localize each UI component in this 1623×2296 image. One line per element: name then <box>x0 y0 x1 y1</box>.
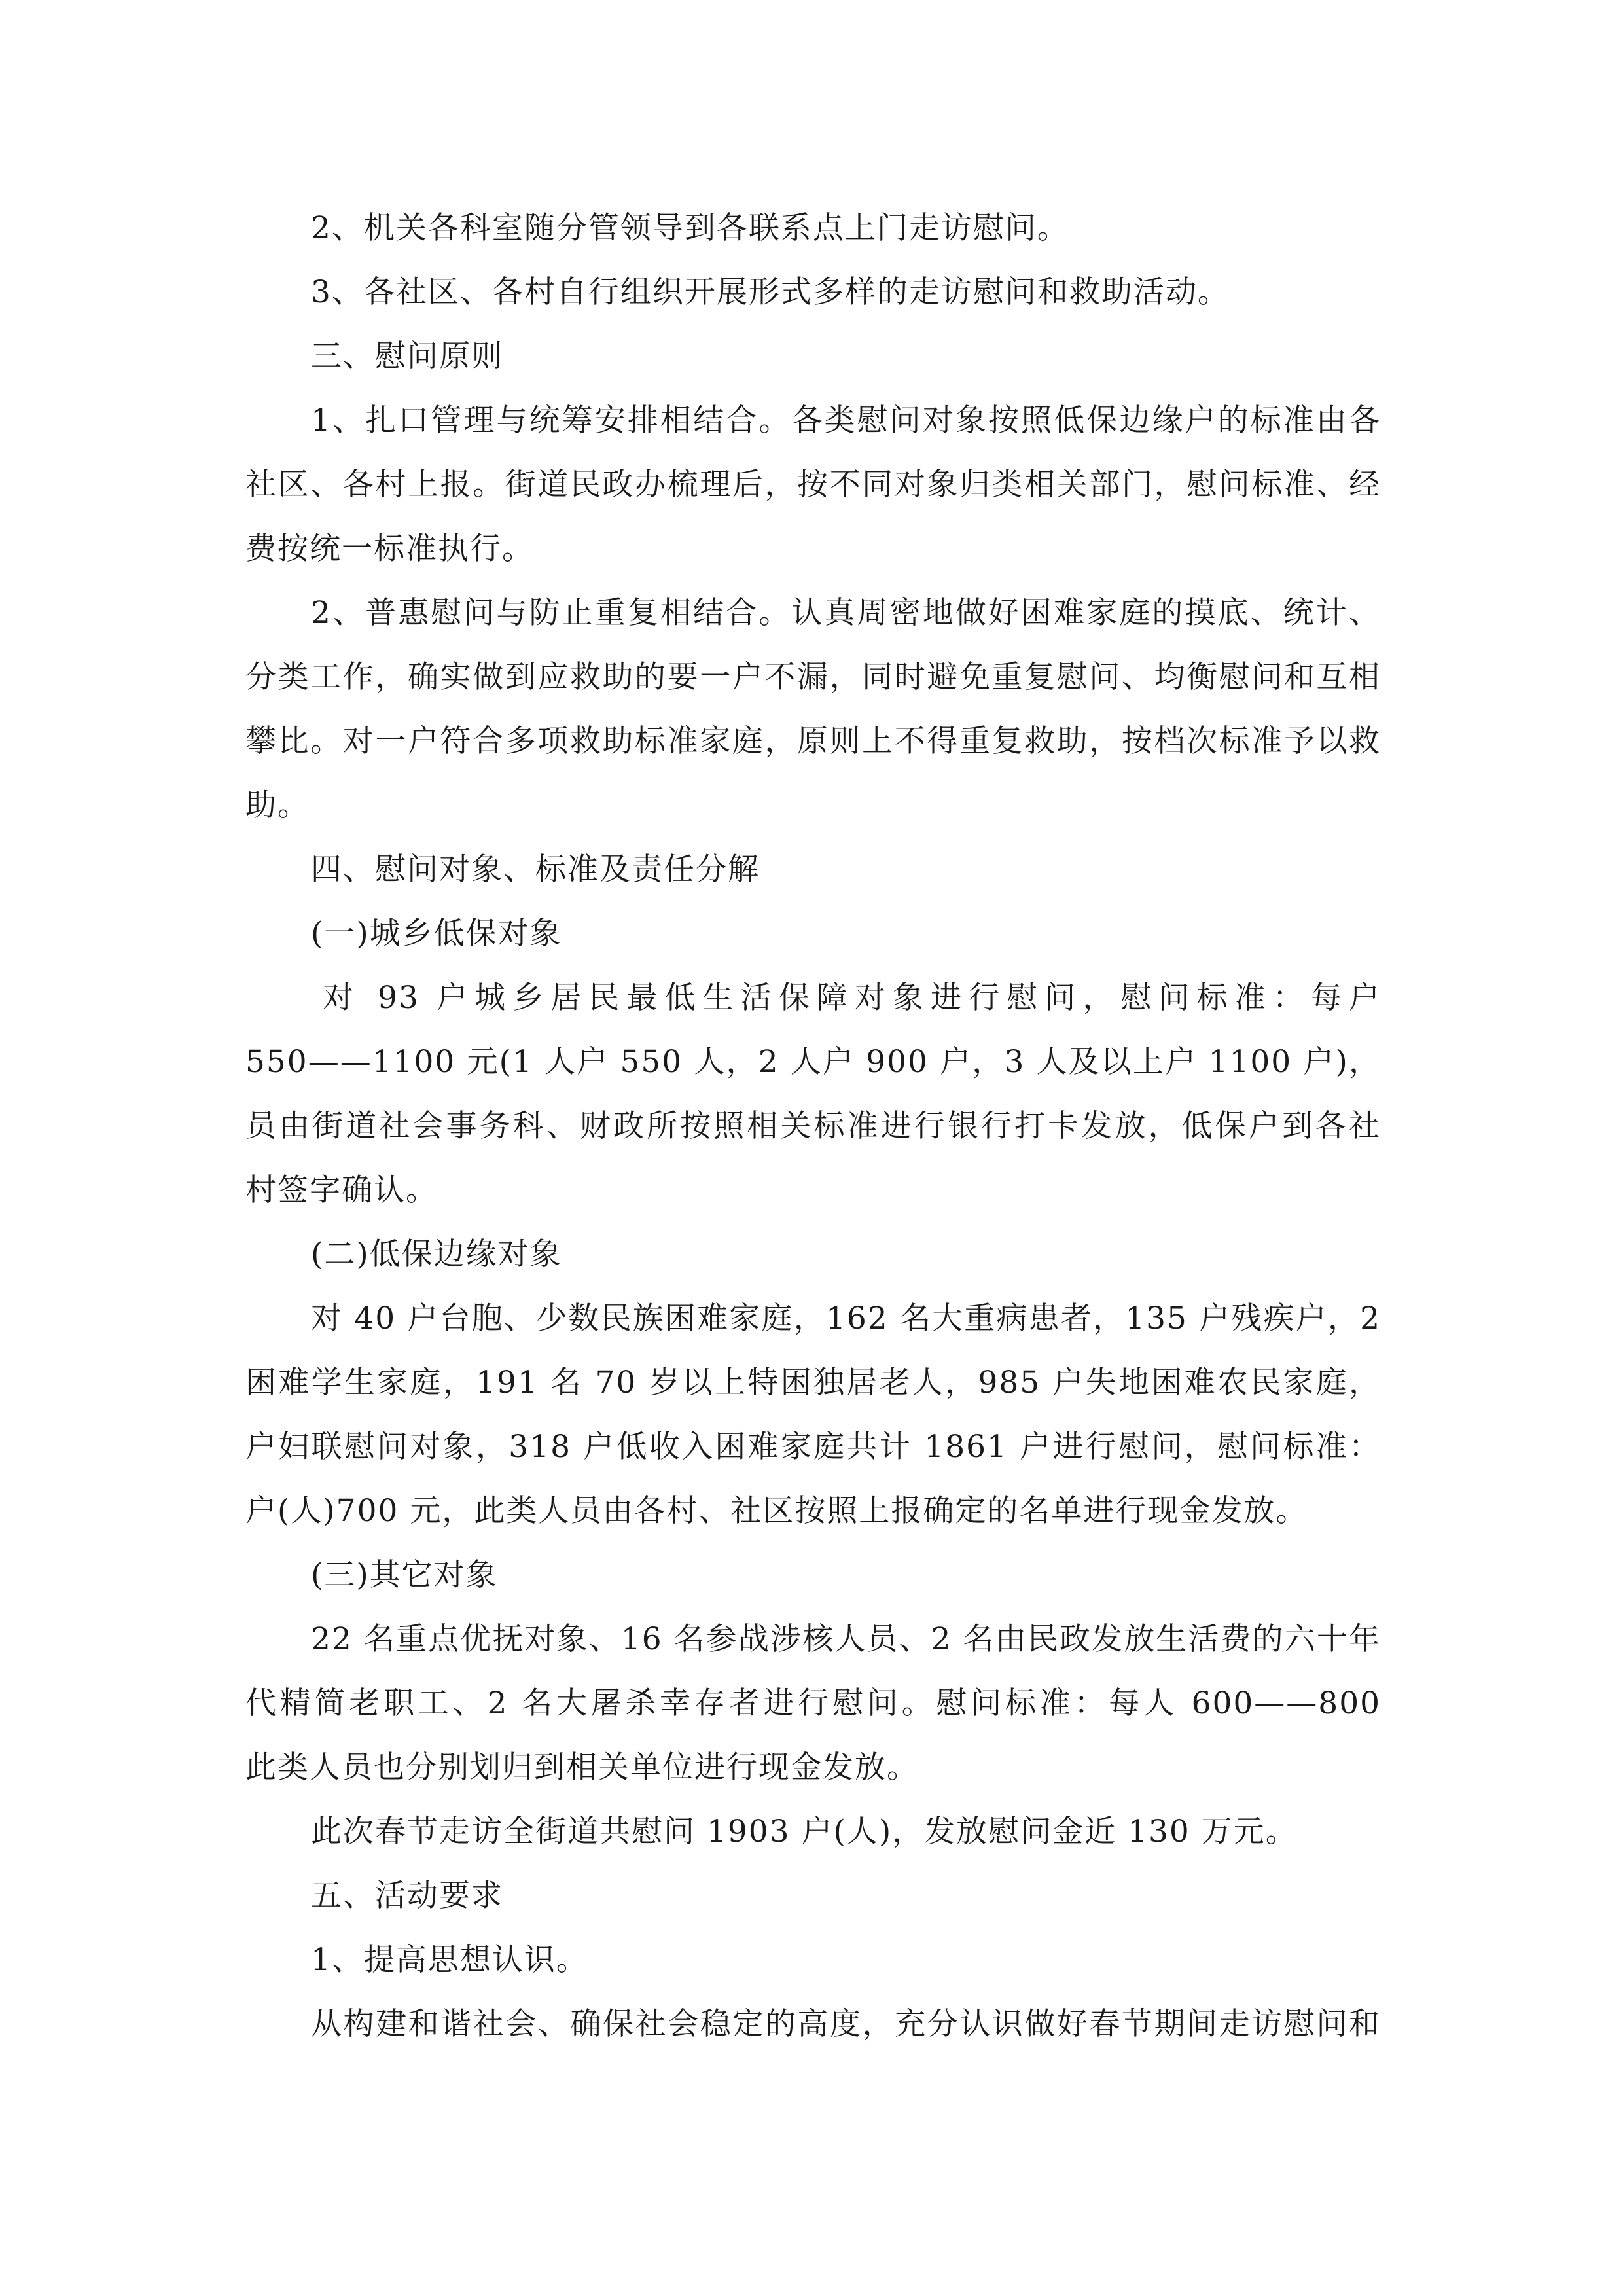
paragraph-line: 对 93 户城乡居民最低生活保障对象进行慰问，慰问标准：每户 <box>323 980 1381 1016</box>
paragraph-line: 从构建和谐社会、确保社会稳定的高度，充分认识做好春节期间走访慰问和 <box>311 2006 1381 2042</box>
paragraph-line: 员由街道社会事务科、财政所按照相关标准进行银行打卡发放，低保户到各社 <box>245 1108 1381 1144</box>
paragraph-line: 村签字确认。 <box>245 1172 438 1208</box>
paragraph-line: 3、各社区、各村自行组织开展形式多样的走访慰问和救助活动。 <box>311 274 1230 310</box>
paragraph-line: 户妇联慰问对象，318 户低收入困难家庭共计 1861 户进行慰问，慰问标准： <box>245 1429 1381 1465</box>
subsection-heading: (一)城乡低保对象 <box>311 916 562 952</box>
subsection-heading: (三)其它对象 <box>311 1557 498 1593</box>
paragraph-line: 对 40 户台胞、少数民族困难家庭，162 名大重病患者，135 户残疾户，2 <box>311 1300 1381 1336</box>
document-body <box>245 196 1381 2056</box>
paragraph-line: 代精简老职工、2 名大屠杀幸存者进行慰问。慰问标准：每人 600——800 <box>245 1685 1381 1721</box>
section-heading: 五、活动要求 <box>311 1878 503 1914</box>
paragraph-line: 攀比。对一户符合多项救助标准家庭，原则上不得重复救助，按档次标准予以救 <box>245 723 1381 759</box>
section-heading: 四、慰问对象、标准及责任分解 <box>311 852 760 888</box>
paragraph-line: 分类工作，确实做到应救助的要一户不漏，同时避免重复慰问、均衡慰问和互相 <box>245 659 1381 695</box>
paragraph-line: 2、机关各科室随分管领导到各联系点上门走访慰问。 <box>311 210 1069 246</box>
subsection-heading: (二)低保边缘对象 <box>311 1236 562 1272</box>
paragraph-line: 1、扎口管理与统筹安排相结合。各类慰问对象按照低保边缘户的标准由各 <box>311 403 1381 439</box>
paragraph-line: 22 名重点优抚对象、16 名参战涉核人员、2 名由民政发放生活费的六十年 <box>311 1621 1381 1657</box>
paragraph-line: 此类人员也分别划归到相关单位进行现金发放。 <box>245 1749 919 1785</box>
paragraph-line: 助。 <box>245 787 310 823</box>
paragraph-line: 困难学生家庭，191 名 70 岁以上特困独居老人，985 户失地困难农民家庭， <box>245 1365 1381 1401</box>
subsection-heading: 1、提高思想认识。 <box>311 1942 588 1978</box>
paragraph-line: 2、普惠慰问与防止重复相结合。认真周密地做好困难家庭的摸底、统计、 <box>311 595 1381 631</box>
paragraph-line: 社区、各村上报。街道民政办梳理后，按不同对象归类相关部门，慰问标准、经 <box>245 467 1381 503</box>
paragraph-line: 户(人)700 元，此类人员由各村、社区按照上报确定的名单进行现金发放。 <box>245 1493 1308 1529</box>
section-heading: 三、慰问原则 <box>311 338 503 374</box>
paragraph-line: 550——1100 元(1 人户 550 人，2 人户 900 户，3 人及以上户 1100 户)， <box>245 1044 1381 1080</box>
paragraph-line: 费按统一标准执行。 <box>245 531 534 567</box>
paragraph-line: 此次春节走访全街道共慰问 1903 户(人)，发放慰问金近 130 万元。 <box>311 1814 1298 1850</box>
